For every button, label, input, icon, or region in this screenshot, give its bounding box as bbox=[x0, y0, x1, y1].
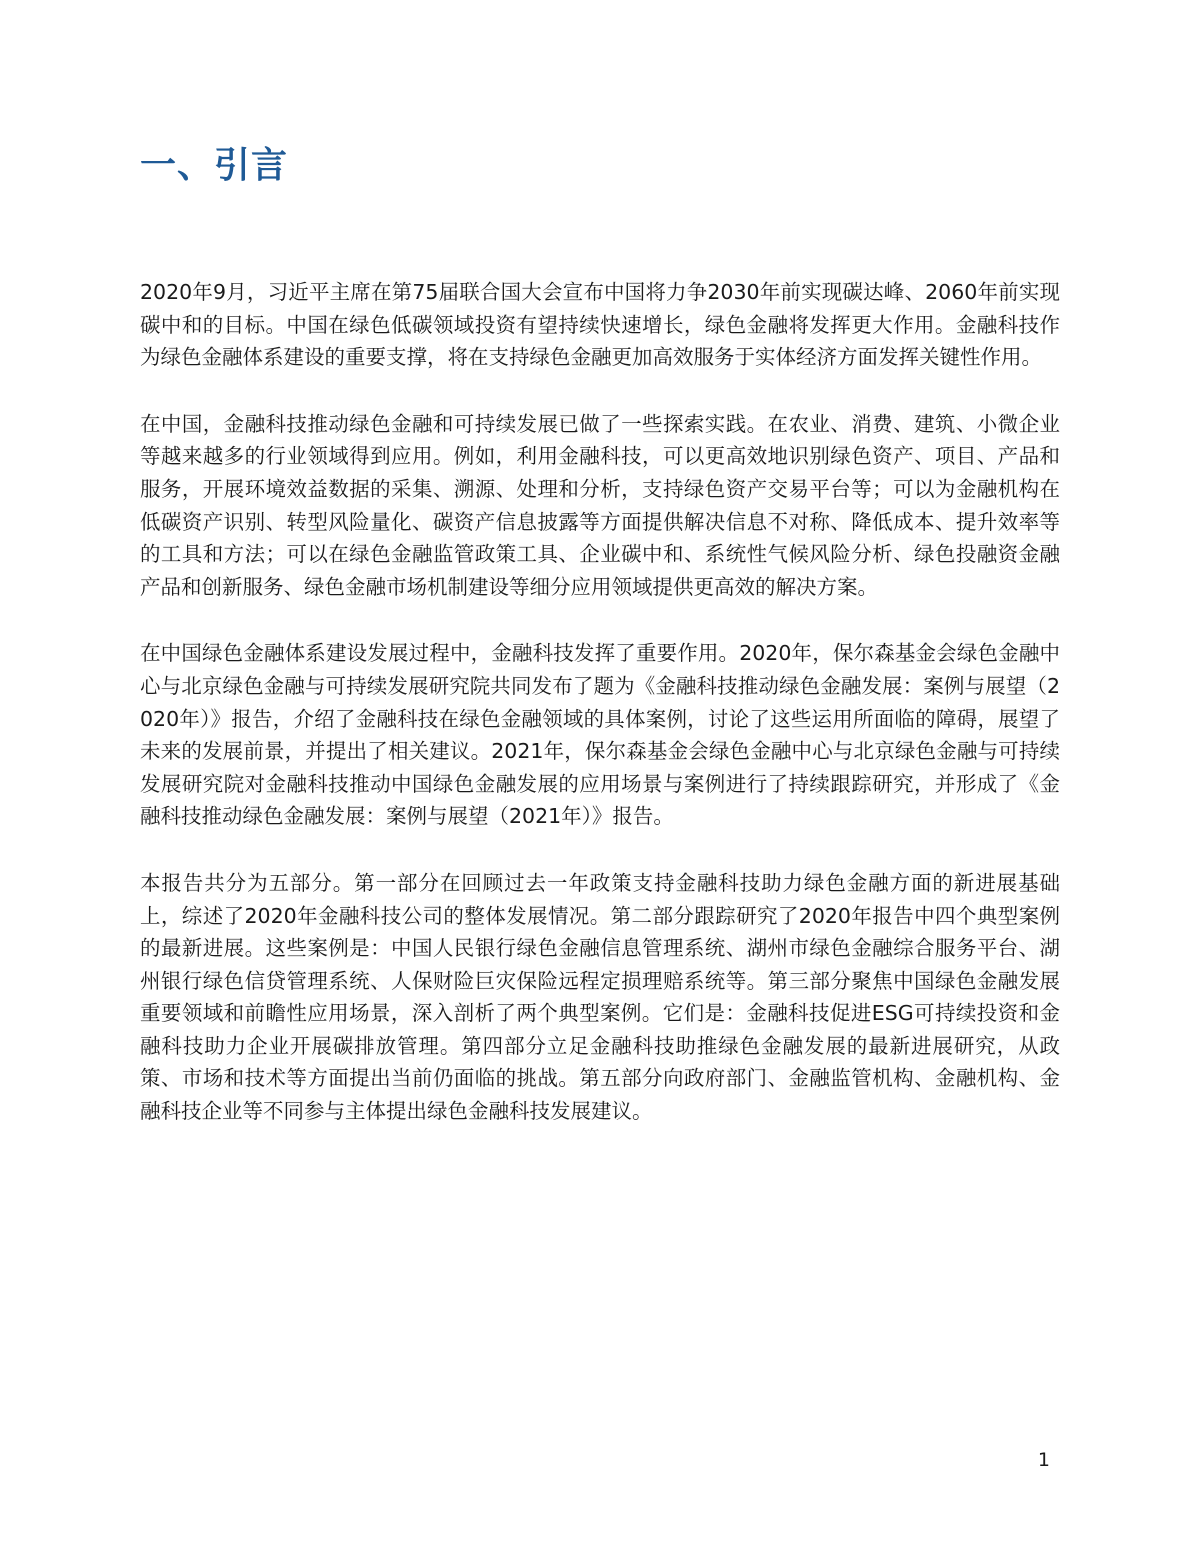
section-title: 一、引言 bbox=[140, 145, 289, 186]
paragraph-3: 在中国绿色金融体系建设发展过程中，金融科技发挥了重要作用。2020年，保尔森基金会绿色金融中心与北京绿色金融与可持续发展研究院共同发布了题为《金融科技推动绿色金融发展：案例与展望（2020年）》报告，介绍了金融科技在绿色金融领域的具体案例，讨论了这些运用所面临的障碍，展望了未来的发展前景，并提出了相关建议。2021年，保尔森基金会绿色金融中心与北京绿色金融与可持续发展研究院对金融科技推动中国绿色金融发展的应用场景与案例进行了持续跟踪研究，并形成了《金融科技推动绿色金融发展：案例与展望（2021年）》报告。 bbox=[140, 641, 1060, 829]
paragraph-2: 在中国，金融科技推动绿色金融和可持续发展已做了一些探索实践。在农业、消费、建筑、小微企业等越来越多的行业领域得到应用。例如，利用金融科技，可以更高效地识别绿色资产、项目、产品和服务，开展环境效益数据的采集、溯源、处理和分析，支持绿色资产交易平台等；可以为金融机构在低碳资产识别、转型风险量化、碳资产信息披露等方面提供解决信息不对称、降低成本、提升效率等的工具和方法；可以在绿色金融监管政策工具、企业碳中和、系统性气候风险分析、绿色投融资金融产品和创新服务、绿色金融市场机制建设等细分应用领域提供更高效的解决方案。 bbox=[140, 411, 1060, 599]
body-text bbox=[140, 276, 1060, 1162]
paragraph-4: 本报告共分为五部分。第一部分在回顾过去一年政策支持金融科技助力绿色金融方面的新进展基础上，综述了2020年金融科技公司的整体发展情况。第二部分跟踪研究了2020年报告中四个典型案例的最新进展。这些案例是：中国人民银行绿色金融信息管理系统、湖州市绿色金融综合服务平台、湖州银行绿色信贷管理系统、人保财险巨灾保险远程定损理赔系统等。第三部分聚焦中国绿色金融发展重要领域和前瞻性应用场景，深入剖析了两个典型案例。它们是：金融科技促进ESG可持续投资和金融科技助力企业开展碳排放管理。第四部分立足金融科技助推绿色金融发展的最新进展研究，从政策、市场和技术等方面提出当前仍面临的挑战。第五部分向政府部门、金融监管机构、金融机构、金融科技企业等不同参与主体提出绿色金融科技发展建议。 bbox=[140, 870, 1060, 1124]
paragraph-1: 2020年9月，习近平主席在第75届联合国大会宣布中国将力争2030年前实现碳达峰、2060年前实现碳中和的目标。中国在绿色低碳领域投资有望持续快速增长，绿色金融将发挥更大作用。金融科技作为绿色金融体系建设的重要支撑，将在支持绿色金融更加高效服务于实体经济方面发挥关键性作用。 bbox=[140, 280, 1060, 370]
page-number: 1 bbox=[1037, 1449, 1050, 1471]
